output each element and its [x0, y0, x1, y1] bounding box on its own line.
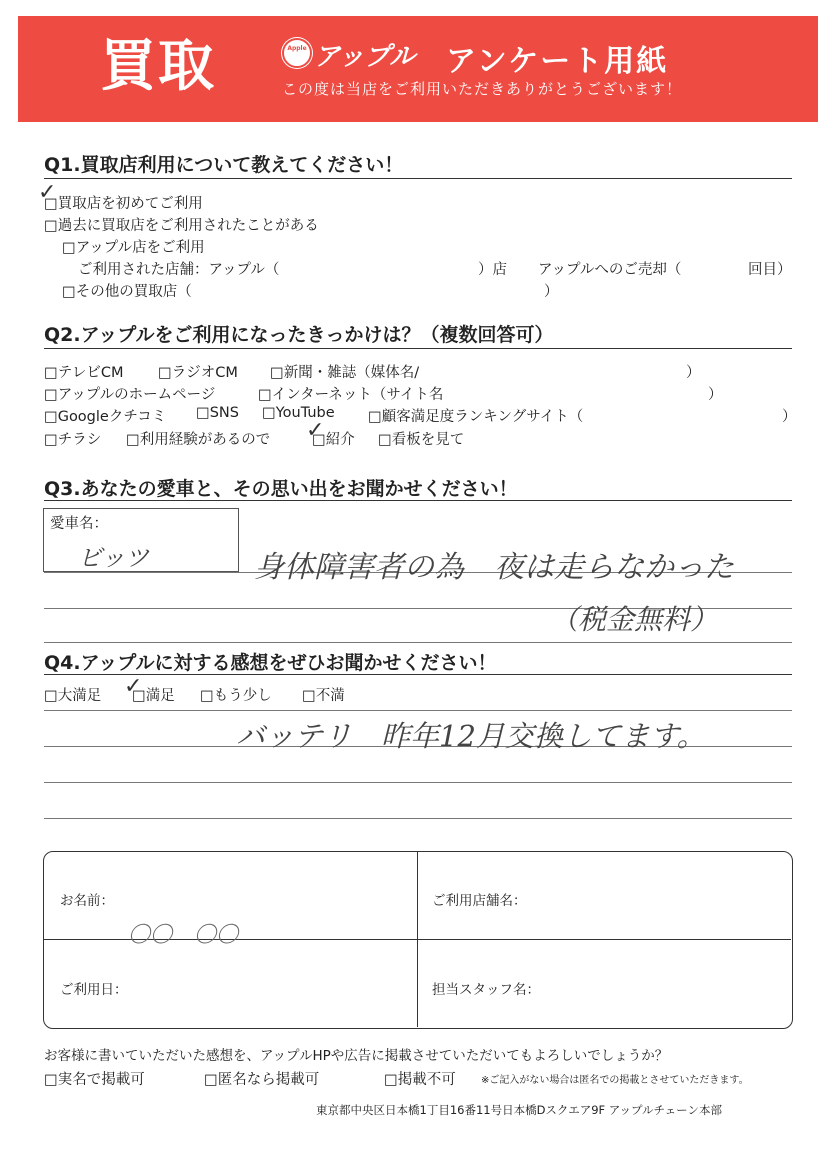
- q3-line-3: [44, 642, 792, 643]
- q4-line-4: [44, 818, 792, 819]
- consent-not-allowed[interactable]: [384, 1068, 456, 1089]
- q1-store-suffix: ）店: [478, 262, 507, 278]
- q2-option-experience-label: 利用経験があるので: [139, 432, 271, 448]
- header-main-word: 買取: [100, 34, 216, 99]
- q2-referral-check-icon: ✓: [306, 418, 325, 443]
- q2-option-referral[interactable]: [312, 428, 355, 449]
- q2-title: Q2.アップルをご利用になったきっかけは？（複数回答可）: [44, 324, 554, 346]
- q1-sale-prefix: アップルへのご売却（: [538, 262, 682, 278]
- q4-option-very-satisfied[interactable]: [44, 684, 101, 705]
- q1-option-other[interactable]: [62, 280, 192, 301]
- q4-satisfied-check-icon: ✓: [124, 674, 143, 699]
- q1-option-apple[interactable]: [62, 236, 205, 257]
- q2-ranking-close: ）: [782, 409, 797, 425]
- q1-rule: [44, 178, 792, 179]
- q2-option-referral-label: 紹介: [325, 432, 355, 448]
- q3-title: Q3.あなたの愛車と、その思い出をお聞かせください！: [44, 478, 518, 500]
- q4-option-dissatisfied[interactable]: [302, 684, 345, 705]
- q1-first-check-icon: ✓: [38, 180, 57, 205]
- q4-option-little-more-label: もう少し: [213, 688, 272, 704]
- header-tagline: この度は当店をご利用いただきありがとうございます！: [282, 80, 683, 98]
- q2-option-ranking-label: 顧客満足度ランキングサイト（: [381, 409, 584, 425]
- q2-option-internet-label: インターネット（サイト名: [271, 387, 444, 403]
- q2-rule: [44, 348, 792, 349]
- consent-real-name[interactable]: [44, 1068, 145, 1089]
- logo-text: アップル: [314, 42, 416, 72]
- q1-option-apple-label: アップル店をご利用: [75, 240, 205, 256]
- date-label: ご利用日：: [60, 982, 128, 998]
- q2-option-paper[interactable]: [270, 361, 419, 382]
- q2-option-signboard-label: 看板を見て: [391, 432, 465, 448]
- q4-option-satisfied[interactable]: [132, 684, 175, 705]
- q2-option-sns[interactable]: [196, 405, 239, 421]
- q4-line-3: [44, 782, 792, 783]
- q2-option-tv[interactable]: [44, 361, 124, 382]
- q4-title: Q4.アップルに対する感想をぜひお聞かせください！: [44, 652, 497, 674]
- q2-option-experience[interactable]: [126, 428, 270, 449]
- q2-option-homepage-label: アップルのホームページ: [57, 387, 216, 403]
- q3-memory-line-1[interactable]: 身体障害者の為 夜は走らなかった: [254, 550, 734, 585]
- name-value[interactable]: 〇〇 〇〇: [128, 923, 239, 948]
- car-name-label: 愛車名：: [50, 516, 108, 532]
- q4-comment[interactable]: バッテリ 昨年12月交換してます。: [236, 719, 706, 753]
- car-name-value[interactable]: ビッツ: [78, 544, 150, 572]
- consent-question: お客様に書いていただいた感想を、アップルHPや広告に掲載させていただいてもよろしいでしょうか？: [44, 1048, 669, 1064]
- survey-title: アンケート用紙: [446, 44, 669, 79]
- q1-other-close: ）: [544, 284, 559, 300]
- q2-option-internet[interactable]: [258, 383, 443, 404]
- q2-option-youtube-label: YouTube: [275, 405, 335, 421]
- q1-title: Q1.買取店利用について教えてください！: [44, 154, 404, 176]
- q2-option-sns-label: SNS: [209, 405, 239, 421]
- store-name-label: ご利用店舗名：: [432, 893, 527, 909]
- apple-logo-icon: [282, 38, 312, 68]
- q1-store-prefix: ご利用された店舗：アップル（: [78, 262, 280, 278]
- consent-anonymous[interactable]: [204, 1068, 319, 1089]
- logo-badge-text: Apple: [287, 45, 307, 52]
- q1-sale-suffix: 回目）: [748, 262, 792, 278]
- q4-option-little-more[interactable]: [200, 684, 272, 705]
- q2-internet-close: ）: [708, 387, 723, 403]
- q2-option-radio[interactable]: [158, 361, 238, 382]
- q1-option-first[interactable]: [44, 192, 203, 213]
- name-label: お名前：: [60, 893, 114, 909]
- hq-address: 東京都中央区日本橋1丁目16番11号日本橋Dスクエア9F アップルチェーン本部: [316, 1103, 722, 1117]
- q2-option-flyer[interactable]: [44, 428, 101, 449]
- q1-option-other-label: その他の買取店（: [75, 284, 192, 300]
- q2-option-signboard[interactable]: [378, 428, 464, 449]
- consent-real-name-label: 実名で掲載可: [57, 1072, 145, 1088]
- q4-option-very-satisfied-label: 大満足: [57, 688, 102, 704]
- q3-rule: [44, 500, 792, 501]
- consent-note: ※ご記入がない場合は匿名での掲載とさせていただきます。: [481, 1075, 749, 1086]
- q2-option-google-label: Googleクチコミ: [57, 409, 167, 425]
- q1-option-past-label: 過去に買取店をご利用されたことがある: [57, 218, 319, 234]
- q2-option-homepage[interactable]: [44, 383, 215, 404]
- q4-option-dissatisfied-label: 不満: [315, 688, 345, 704]
- q4-rule: [44, 674, 792, 675]
- consent-anonymous-label: 匿名なら掲載可: [217, 1072, 320, 1088]
- q2-paper-close: ）: [686, 365, 701, 381]
- q1-option-past[interactable]: [44, 214, 319, 235]
- q4-line-1: [44, 710, 792, 711]
- staff-label: 担当スタッフ名：: [432, 982, 540, 998]
- q2-option-paper-label: 新聞・雑誌（媒体名/: [283, 365, 420, 381]
- q2-option-ranking[interactable]: [368, 405, 583, 426]
- consent-not-allowed-label: 掲載不可: [397, 1072, 456, 1088]
- q2-option-tv-label: テレビCM: [57, 365, 124, 381]
- q2-option-flyer-label: チラシ: [57, 432, 102, 448]
- q3-memory-line-2[interactable]: （税金無料）: [550, 603, 719, 636]
- q1-option-first-label: 買取店を初めてご利用: [57, 196, 203, 212]
- q4-option-satisfied-label: 満足: [145, 688, 175, 704]
- q2-option-google[interactable]: [44, 405, 166, 426]
- q2-option-radio-label: ラジオCM: [171, 365, 238, 381]
